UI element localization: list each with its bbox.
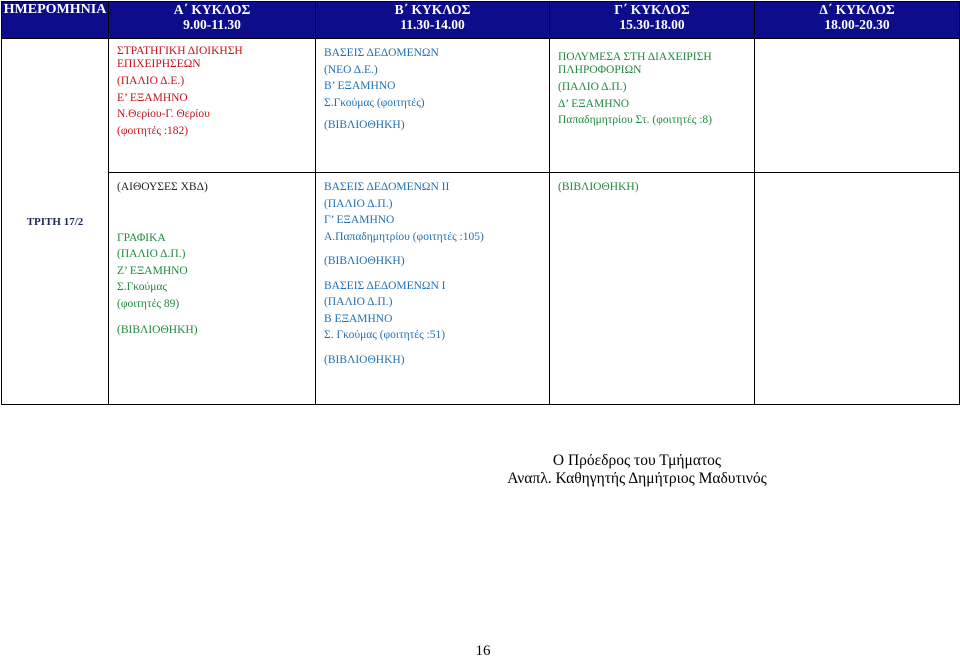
cycle-d-name: Δ΄ ΚΥΚΛΟΣ xyxy=(819,2,895,17)
course-program: (ΠΑΛΙΟ Δ.Π.) xyxy=(117,248,186,260)
course-instructor: Α.Παπαδημητρίου (φοιτητές :105) xyxy=(324,230,484,243)
course-title-cont: ΕΠΙΧΕΙΡΗΣΕΩΝ xyxy=(117,58,201,70)
course-instructor: Σ.Γκούμας xyxy=(117,281,167,293)
cycle-d-time: 18.00-20.30 xyxy=(824,17,890,32)
row1-cycle-c xyxy=(550,39,755,173)
course-room: (ΒΙΒΛΙΟΘΗΚΗ) xyxy=(324,255,405,267)
course-title: ΣΤΡΑΤΗΓΙΚΗ ΔΙΟΙΚΗΣΗ xyxy=(117,45,243,57)
course-room: (ΒΙΒΛΙΟΘΗΚΗ) xyxy=(117,324,198,336)
course-instructor: Ν.Θερίου-Γ. Θερίου xyxy=(117,108,210,120)
header-cycle-c xyxy=(550,2,755,39)
course-instructor: Παπαδημητρίου Στ. (φοιτητές :8) xyxy=(558,114,713,126)
course-title: ΠΟΛΥΜΕΣΑ ΣΤΗ ΔΙΑΧΕΙΡΙΣΗ xyxy=(558,51,712,63)
course-instructor: Σ.Γκούμας (φοιτητές) xyxy=(324,96,425,109)
header-cycle-a xyxy=(109,2,316,39)
date-cell xyxy=(2,39,109,405)
signature-block xyxy=(497,452,777,488)
row2-cycle-b xyxy=(316,173,550,405)
course-semester: Δ’ ΕΞΑΜΗΝΟ xyxy=(558,97,630,110)
course-semester: Ε’ ΕΞΑΜΗΝΟ xyxy=(117,91,188,104)
course-title: ΓΡΑΦΙΚΑ xyxy=(117,231,166,244)
exam-schedule-table xyxy=(1,1,960,405)
course-semester: Ζ’ ΕΞΑΜΗΝΟ xyxy=(117,264,188,277)
header-date-label: ΗΜΕΡΟΜΗΝΙΑ xyxy=(3,2,107,17)
course-room: (ΒΙΒΛΙΟΘΗΚΗ) xyxy=(324,353,405,366)
course-semester: Γ’ ΕΞΑΜΗΝΟ xyxy=(324,214,395,226)
page-number: 16 xyxy=(475,643,491,659)
date-label: ΤΡΙΤΗ 17/2 xyxy=(26,215,84,228)
cycle-a-time: 9.00-11.30 xyxy=(183,17,241,32)
row1-cycle-d xyxy=(755,39,960,173)
row1-cycle-b xyxy=(316,39,550,173)
course-semester: Β’ ΕΞΑΜΗΝΟ xyxy=(324,80,396,92)
signature-title: Ο Πρόεδρος του Τμήματος xyxy=(552,452,722,469)
course-students: (φοιτητές :182) xyxy=(117,124,189,137)
row2-cycle-c xyxy=(550,173,755,405)
row2-cycle-a xyxy=(109,173,316,405)
course-program: (ΠΑΛΙΟ Δ.Π.) xyxy=(558,81,627,93)
header-cycle-d xyxy=(755,2,960,39)
course-title: ΒΑΣΕΙΣ ΔΕΔΟΜΕΝΩΝ ΙΙ xyxy=(324,181,450,193)
course-title-cont: ΠΛΗΡΟΦΟΡΙΩΝ xyxy=(558,64,642,76)
course-program: (ΠΑΛΙΟ Δ.Π.) xyxy=(324,296,393,308)
cycle-c-time: 15.30-18.00 xyxy=(619,17,685,32)
course-program: (ΠΑΛΙΟ Δ.Π.) xyxy=(324,197,393,210)
course-room: (ΒΙΒΛΙΟΘΗΚΗ) xyxy=(558,181,639,193)
course-room: (ΑΙΘΟΥΣΕΣ ΧΒΔ) xyxy=(117,181,208,193)
schedule-row-2 xyxy=(2,173,960,405)
course-program: (ΠΑΛΙΟ Δ.Ε.) xyxy=(117,75,185,87)
course-program: (ΝΕΟ Δ.Ε.) xyxy=(324,63,378,76)
course-instructor: Σ. Γκούμας (φοιτητές :51) xyxy=(324,329,446,341)
cycle-a-name: Α΄ ΚΥΚΛΟΣ xyxy=(173,2,251,17)
course-semester: Β ΕΞΑΜΗΝΟ xyxy=(324,312,393,325)
course-students: (φοιτητές 89) xyxy=(117,297,180,310)
cycle-b-time: 11.30-14.00 xyxy=(400,17,465,32)
schedule-row-1 xyxy=(2,39,960,173)
cycle-c-name: Γ΄ ΚΥΚΛΟΣ xyxy=(614,2,690,17)
header-date xyxy=(2,2,109,39)
header-cycle-b xyxy=(316,2,550,39)
cycle-b-name: Β΄ ΚΥΚΛΟΣ xyxy=(394,2,471,17)
course-title: ΒΑΣΕΙΣ ΔΕΔΟΜΕΝΩΝ xyxy=(324,47,439,59)
course-title: ΒΑΣΕΙΣ ΔΕΔΟΜΕΝΩΝ Ι xyxy=(324,279,446,292)
header-row xyxy=(2,2,960,39)
course-room: (ΒΙΒΛΙΟΘΗΚΗ) xyxy=(324,119,405,131)
row1-cycle-a xyxy=(109,39,316,173)
row2-cycle-d xyxy=(755,173,960,405)
signature-name: Αναπλ. Καθηγητής Δημήτριος Μαδυτινός xyxy=(507,470,767,487)
